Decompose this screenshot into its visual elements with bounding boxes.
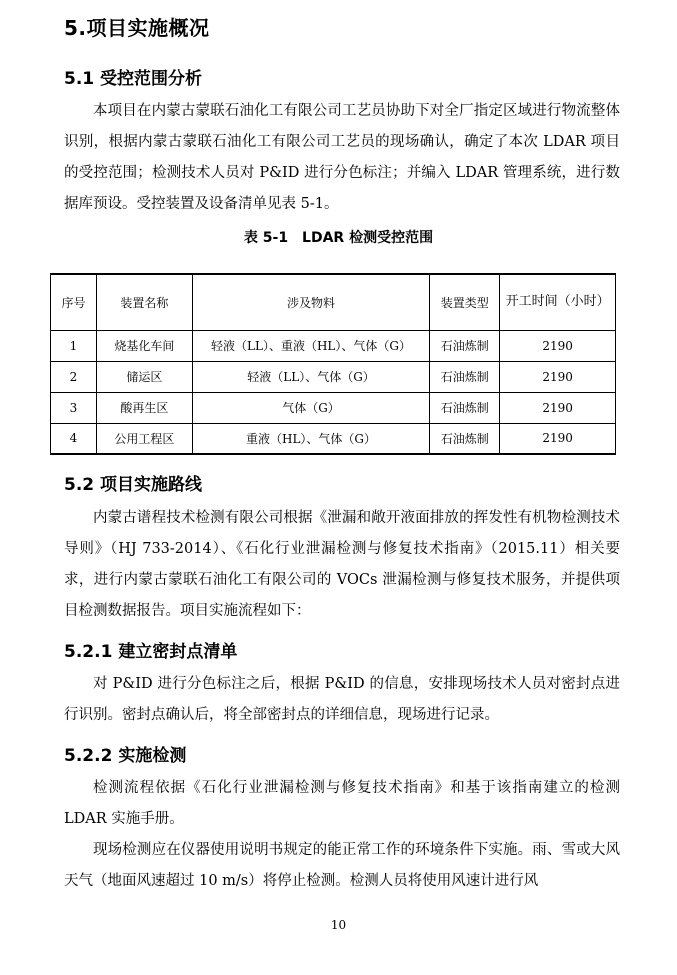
table-cell: 轻液（LL）、气体（G）: [192, 361, 430, 392]
table-cell: 储运区: [96, 361, 192, 392]
subsection-title-5-1: 5.1 受控范围分析: [64, 69, 203, 89]
table-cell: 石油炼制: [430, 423, 500, 454]
table-cell: 2190: [500, 361, 616, 392]
ldar-scope-table: [50, 273, 616, 455]
header-cell: 序号: [51, 274, 97, 330]
header-cell: 涉及物料: [192, 274, 430, 330]
table-cell: 2190: [500, 423, 616, 454]
paragraph-5-2-2-b: 现场检测应在仪器使用说明书规定的能正常工作的环境条件下实施。雨、雪或大风天气（地面风速超过 10 m/s）将停止检测。检测人员将使用风速计进行风: [64, 842, 620, 889]
header-cell: 装置类型: [430, 274, 500, 330]
table-header-row: [51, 274, 616, 330]
table-cell: 1: [51, 330, 97, 361]
table-cell: 石油炼制: [430, 330, 500, 361]
table-row: [51, 330, 616, 361]
table-caption: 表 5-1 LDAR 检测受控范围: [243, 230, 434, 246]
table-cell: 重液（HL）、气体（G）: [192, 423, 430, 454]
table-cell: 酸再生区: [96, 392, 192, 423]
table-cell: 烧基化车间: [96, 330, 192, 361]
header-cell: 开工时间（小时）: [500, 274, 616, 330]
paragraph-5-2: 内蒙古谱程技术检测有限公司根据《泄漏和敞开液面排放的挥发性有机物检测技术导则》（HJ 733-2014）、《石化行业泄漏检测与修复技术指南》（2015.11）相关要求，进行内蒙古蒙联石油化工有限公司的 VOCs 泄漏检测与修复技术服务，并提供项目检测数据报告。项目实施流程如下：: [64, 510, 620, 619]
table-cell: 轻液（LL）、重液（HL）、气体（G）: [192, 330, 430, 361]
table-cell: 2: [51, 361, 97, 392]
table-row: [51, 392, 616, 423]
subsection-title-5-2: 5.2 项目实施路线: [64, 475, 203, 495]
subsection-title-5-2-1: 5.2.1 建立密封点清单: [64, 642, 238, 662]
table-row: [51, 423, 616, 454]
table-cell: 气体（G）: [192, 392, 430, 423]
table-cell: 4: [51, 423, 97, 454]
section-title: 5.项目实施概况: [64, 16, 210, 40]
subsection-title-5-2-2: 5.2.2 实施检测: [64, 746, 187, 766]
table-cell: 2190: [500, 392, 616, 423]
header-cell: 装置名称: [96, 274, 192, 330]
table-cell: 2190: [500, 330, 616, 361]
paragraph-5-2-1: 对 P&ID 进行分色标注之后，根据 P&ID 的信息，安排现场技术人员对密封点进行识别。密封点确认后，将全部密封点的详细信息，现场进行记录。: [64, 676, 620, 723]
paragraph-5-2-2-a: 检测流程依据《石化行业泄漏检测与修复技术指南》和基于该指南建立的检测 LDAR 实施手册。: [64, 780, 620, 827]
table-cell: 3: [51, 392, 97, 423]
table-cell: 公用工程区: [96, 423, 192, 454]
table-cell: 石油炼制: [430, 361, 500, 392]
table-row: [51, 361, 616, 392]
table-cell: 石油炼制: [430, 392, 500, 423]
paragraph-5-1: 本项目在内蒙古蒙联石油化工有限公司工艺员协助下对全厂指定区域进行物流整体识别，根据内蒙古蒙联石油化工有限公司工艺员的现场确认，确定了本次 LDAR 项目的受控范围；检测技术人员对 P&ID 进行分色标注；并编入 LDAR 管理系统，进行数据库预设。受控装置及设备清单见表 5-1。: [64, 103, 620, 212]
page-number: 10: [330, 918, 347, 932]
